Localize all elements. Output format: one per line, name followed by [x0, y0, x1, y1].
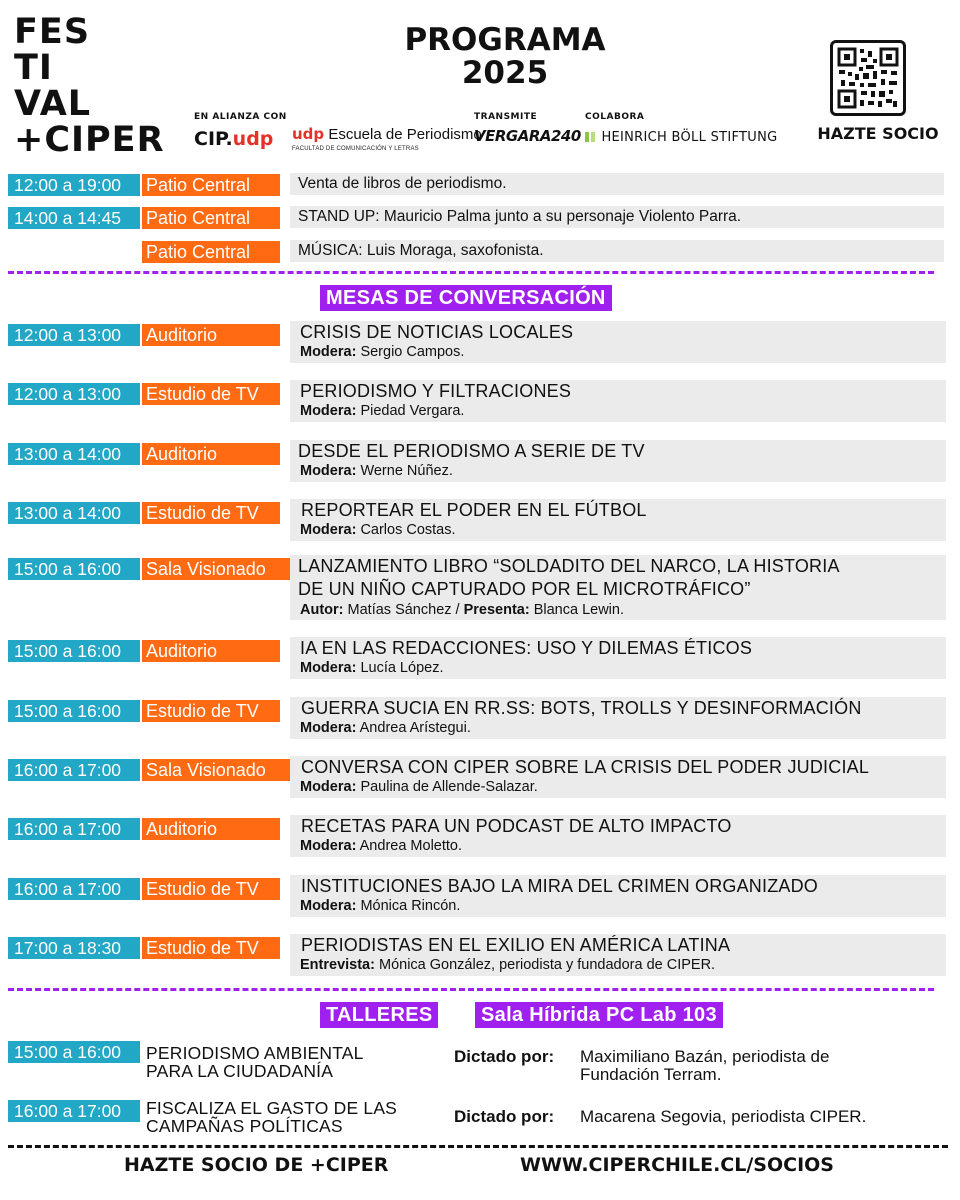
- mesa-sub-2: [300, 402, 464, 420]
- mesa-venue-4: Estudio de TV: [142, 502, 280, 524]
- udp-school-name: Escuela de Periodismo: [328, 126, 482, 143]
- mesa-title-11: PERIODISTAS EN EL EXILIO EN AMÉRICA LATINA: [301, 935, 731, 955]
- mesa-title-1: CRISIS DE NOTICIAS LOCALES: [300, 322, 574, 342]
- mesa-venue-9: Auditorio: [142, 818, 280, 840]
- mesa-title-6: IA EN LAS REDACCIONES: USO Y DILEMAS ÉTICOS: [300, 638, 753, 658]
- mesa-sub-9: [300, 837, 462, 855]
- mesa-venue-7: Estudio de TV: [142, 700, 280, 722]
- footer-hazte-socio: HAZTE SOCIO DE +CIPER: [124, 1154, 389, 1176]
- mesa-title-10: INSTITUCIONES BAJO LA MIRA DEL CRIMEN ORGANIZADO: [301, 876, 819, 896]
- qr-code-icon[interactable]: [830, 40, 906, 116]
- mesa-venue-11: Estudio de TV: [142, 937, 280, 959]
- cip-udp-prefix: CIP.: [194, 128, 233, 150]
- mesa-role-5: Autor:: [300, 602, 344, 618]
- mesa-person-11: Mónica González, periodista y fundadora de CIPER.: [378, 957, 716, 973]
- taller-by-2: Macarena Segovia, periodista CIPER.: [580, 1107, 867, 1126]
- mesa-role-4: Modera:: [300, 522, 357, 538]
- cip-udp-suffix: udp: [232, 128, 274, 150]
- taller-title-1a: PERIODISMO AMBIENTAL: [146, 1043, 364, 1063]
- footer-url-link[interactable]: WWW.CIPERCHILE.CL/SOCIOS: [520, 1154, 834, 1176]
- mesa-time-6: 15:00 a 16:00: [8, 640, 140, 662]
- mesa-title-2: PERIODISMO Y FILTRACIONES: [300, 381, 572, 401]
- taller-by-label-2: Dictado por:: [454, 1107, 555, 1126]
- general-text-1: Venta de libros de periodismo.: [298, 175, 507, 192]
- talleres-room-label: Sala Híbrida PC Lab 103: [475, 1002, 723, 1028]
- mesa-time-7: 15:00 a 16:00: [8, 700, 140, 722]
- mesa-role-7: Modera:: [300, 720, 357, 736]
- general-venue-2: Patio Central: [142, 207, 280, 229]
- mesa-title-9: RECETAS PARA UN PODCAST DE ALTO IMPACTO: [301, 816, 732, 836]
- taller-title-2b: CAMPAÑAS POLÍTICAS: [146, 1116, 343, 1136]
- mesa-time-8: 16:00 a 17:00: [8, 759, 140, 781]
- mesa-person-8: Paulina de Allende-Salazar.: [360, 779, 538, 795]
- mesa-title-4: REPORTEAR EL PODER EN EL FÚTBOL: [301, 500, 647, 520]
- vergara-logo: VERGARA240: [474, 127, 581, 145]
- mesa-title-5b: DE UN NIÑO CAPTURADO POR EL MICROTRÁFICO”: [298, 579, 751, 599]
- taller-time-2: 16:00 a 17:00: [8, 1100, 140, 1122]
- taller-by-1a: Maximiliano Bazán, periodista de: [580, 1047, 830, 1066]
- mesa-person-6: Lucía López.: [360, 660, 444, 676]
- mesa-sub-7: [300, 719, 471, 737]
- mesa-sub-11: [300, 956, 715, 974]
- mesa-venue-5: Sala Visionado: [142, 558, 290, 580]
- mesa-role-10: Modera:: [300, 898, 357, 914]
- qr-pattern: [833, 43, 903, 113]
- program-title-line1: PROGRAMA: [404, 22, 606, 58]
- mesa-venue-8: Sala Visionado: [142, 759, 290, 781]
- mesa-time-11: 17:00 a 18:30: [8, 937, 140, 959]
- general-time-1: 12:00 a 19:00: [8, 174, 140, 196]
- udp-faculty: FACULTAD DE COMUNICACIÓN Y LETRAS: [292, 146, 419, 152]
- mesa-sub-6: [300, 659, 443, 677]
- talleres-section-label: TALLERES: [320, 1002, 438, 1028]
- general-text-2: STAND UP: Mauricio Palma junto a su personaje Violento Parra.: [298, 208, 742, 225]
- udp-mark: udp: [292, 125, 325, 143]
- mesa-time-3: 13:00 a 14:00: [8, 443, 140, 465]
- taller-title-1b: PARA LA CIUDADANÍA: [146, 1061, 334, 1081]
- program-title: [360, 24, 650, 90]
- mesa-person-5: Matías Sánchez /: [347, 602, 460, 618]
- mesa-time-5: 15:00 a 16:00: [8, 558, 140, 580]
- taller-by-1b: Fundación Terram.: [580, 1065, 722, 1084]
- mesa-person-7: Andrea Arístegui.: [359, 720, 471, 736]
- mesa-title-5: LANZAMIENTO LIBRO “SOLDADITO DEL NARCO, LA HISTORIA: [298, 556, 840, 576]
- divider-purple-1: [8, 271, 934, 274]
- mesa-role-11: Entrevista:: [300, 957, 375, 973]
- mesa-person-5b: Blanca Lewin.: [533, 602, 624, 618]
- mesa-title-3: DESDE EL PERIODISMO A SERIE DE TV: [298, 441, 645, 461]
- mesa-time-10: 16:00 a 17:00: [8, 878, 140, 900]
- general-text-3: MÚSICA: Luis Moraga, saxofonista.: [298, 242, 544, 259]
- mesa-venue-3: Auditorio: [142, 443, 280, 465]
- mesa-person-3: Werne Núñez.: [360, 463, 453, 479]
- mesas-section-label: MESAS DE CONVERSACIÓN: [320, 285, 612, 311]
- general-venue-3: Patio Central: [142, 241, 280, 263]
- mesa-role-2: Modera:: [300, 403, 357, 419]
- mesa-role-3: Modera:: [300, 463, 357, 479]
- taller-title-1: [146, 1044, 364, 1080]
- taller-title-2: [146, 1099, 397, 1135]
- boll-mark-icon-2: [591, 132, 595, 142]
- taller-time-1: 15:00 a 16:00: [8, 1041, 140, 1063]
- mesa-person-9: Andrea Moletto.: [359, 838, 463, 854]
- divider-black: [8, 1145, 948, 1148]
- logo-line-4: +CIPER: [14, 120, 165, 160]
- hazte-socio-label: HAZTE SOCIO: [817, 124, 939, 143]
- mesa-person-10: Mónica Rincón.: [360, 898, 461, 914]
- mesa-sub-1: [300, 343, 464, 361]
- mesa-role-9: Modera:: [300, 838, 357, 854]
- boll-logo: [585, 130, 778, 145]
- festival-logo: [14, 14, 165, 158]
- mesa-time-9: 16:00 a 17:00: [8, 818, 140, 840]
- taller-by-1: [580, 1048, 829, 1084]
- mesa-person-4: Carlos Costas.: [360, 522, 456, 538]
- cip-udp-logo: [194, 128, 273, 150]
- alianza-label: EN ALIANZA CON: [194, 112, 287, 122]
- mesa-person-2: Piedad Vergara.: [360, 403, 465, 419]
- mesa-sub-4: [300, 521, 456, 539]
- mesa-sub-10: [300, 897, 460, 915]
- logo-line-3: VAL: [14, 84, 92, 124]
- mesa-title-8: CONVERSA CON CIPER SOBRE LA CRISIS DEL PODER JUDICIAL: [301, 757, 870, 777]
- mesa-role-1: Modera:: [300, 344, 357, 360]
- divider-purple-2: [8, 988, 934, 991]
- logo-line-2: TI: [14, 48, 53, 88]
- general-venue-1: Patio Central: [142, 174, 280, 196]
- mesa-role-5b: Presenta:: [463, 602, 530, 618]
- general-time-2: 14:00 a 14:45: [8, 207, 140, 229]
- mesa-time-1: 12:00 a 13:00: [8, 324, 140, 346]
- mesa-sub-3: [300, 462, 453, 480]
- transmite-label: TRANSMITE: [474, 112, 538, 122]
- mesa-time-2: 12:00 a 13:00: [8, 383, 140, 405]
- udp-school-logo: [292, 125, 482, 143]
- mesa-person-1: Sergio Campos.: [360, 344, 465, 360]
- colabora-label: COLABORA: [585, 112, 645, 122]
- mesa-venue-2: Estudio de TV: [142, 383, 280, 405]
- mesa-role-8: Modera:: [300, 779, 357, 795]
- boll-mark-icon: [585, 132, 589, 142]
- mesa-venue-6: Auditorio: [142, 640, 280, 662]
- mesa-title-7: GUERRA SUCIA EN RR.SS: BOTS, TROLLS Y DESINFORMACIÓN: [301, 698, 862, 718]
- boll-name: HEINRICH BÖLL STIFTUNG: [601, 130, 778, 145]
- taller-by-label-1: Dictado por:: [454, 1047, 555, 1066]
- mesa-role-6: Modera:: [300, 660, 357, 676]
- mesa-venue-10: Estudio de TV: [142, 878, 280, 900]
- mesa-sub-8: [300, 778, 538, 796]
- mesa-sub-5: [300, 601, 624, 619]
- taller-title-2a: FISCALIZA EL GASTO DE LAS: [146, 1098, 398, 1118]
- mesa-time-4: 13:00 a 14:00: [8, 502, 140, 524]
- logo-line-1: FES: [14, 12, 91, 52]
- mesa-venue-1: Auditorio: [142, 324, 280, 346]
- program-title-line2: 2025: [461, 55, 549, 91]
